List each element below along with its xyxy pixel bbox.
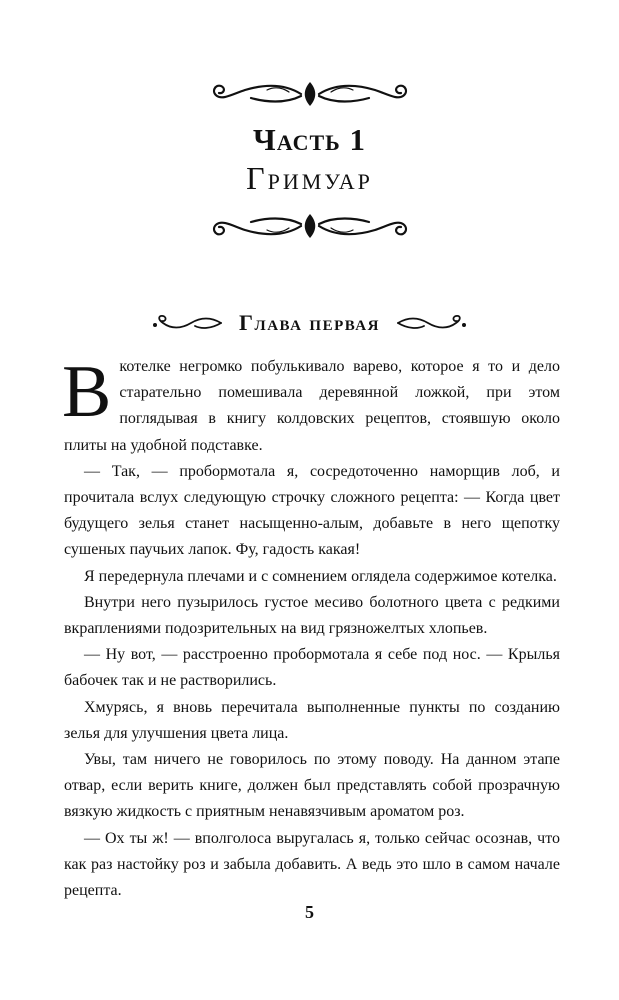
paragraph: [62, 351, 560, 459]
bottom-flourish-icon: [0, 208, 619, 244]
paragraph: — Ну вот, — расстроенно пробормотала я себе под нос. — Крылья бабочек так и не растворились.: [64, 646, 560, 690]
scroll-ornament-left-icon: [151, 313, 223, 333]
paragraph: — Так, — пробормотала я, сосредоточенно наморщив лоб, и прочитала вслух следующую строчку сложного рецепта: — Когда цвет будущего зелья станет насыщенно-алым, добавьте в него щепотку сушеных паучьих лапок. Фу, гадость какая!: [64, 462, 560, 559]
chapter-body: [62, 351, 560, 904]
page-number: 5: [305, 902, 314, 922]
chapter-heading: [0, 310, 619, 336]
paragraph: Я передернула плечами и с сомнением оглядела содержимое котелка.: [84, 567, 557, 585]
paragraph-text: котелке негромко побулькивало варево, которое я то и дело старательно помешивала деревянной ложкой, при этом поглядывая в книгу колдовских рецептов, стоявшую около плиты на удобной подставке.: [64, 358, 560, 454]
scroll-ornament-right-icon: [396, 313, 468, 333]
paragraph: Хмурясь, я вновь перечитала выполненные пункты по созданию зелья для улучшения цвета лица.: [64, 698, 560, 742]
part-title: Гримуар: [246, 160, 373, 196]
drop-cap: В: [62, 351, 112, 433]
chapter-title: Глава первая: [239, 310, 380, 335]
paragraph: Внутри него пузырилось густое месиво болотного цвета с редкими вкраплениями подозрительных на вид грязножелтых хлопьев.: [64, 593, 560, 638]
paragraph: Увы, там ничего не говорилось по этому поводу. На данном этапе отвар, если верить книге, должен был представлять собой прозрачную вязкую жидкость с приятным ненавязчивым ароматом роз.: [64, 751, 560, 821]
top-flourish-icon: [0, 76, 619, 112]
paragraph: — Ох ты ж! — вполголоса выругалась я, только сейчас осознав, что как раз настойку роз и забыла добавить. А ведь это шло в самом начале рецепта.: [64, 829, 560, 900]
part-number: Часть 1: [253, 122, 366, 157]
